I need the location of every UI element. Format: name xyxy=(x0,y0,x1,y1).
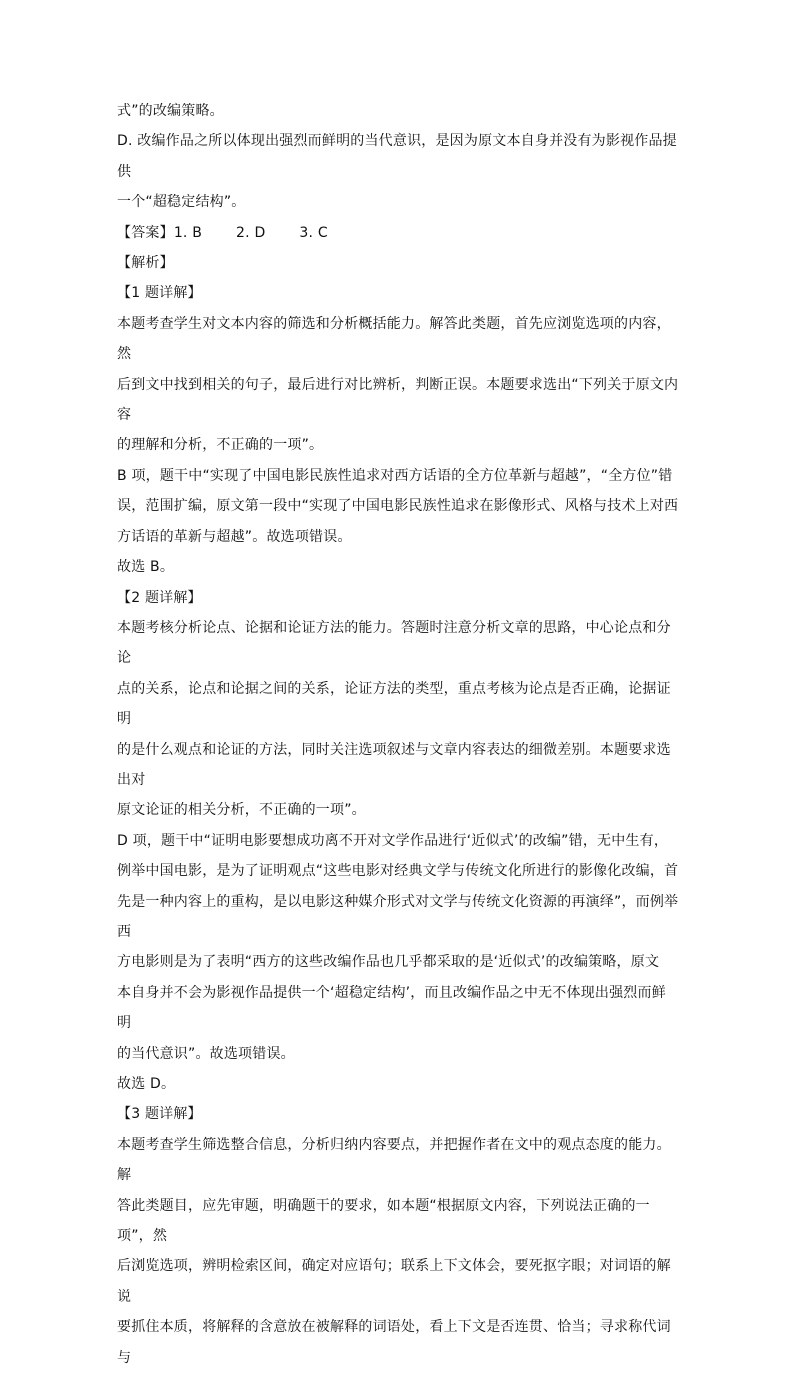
answer-item: 3. C xyxy=(299,224,328,241)
q3-line: 答此类题目，应先审题，明确题干的要求，如本题“根据原文内容，下列说法正确的一项”，然 xyxy=(117,1197,650,1245)
answer-item: 1. B xyxy=(173,224,203,241)
answer-item: 2. D xyxy=(236,224,266,241)
q2-line: 的是什么观点和论证的方法，同时关注选项叙述与文章内容表达的细微差别。本题要求选出对 xyxy=(117,741,671,788)
q2-line: 先是一种内容上的重构，是以电影这种媒介形式对文学与传统文化资源的再演绎”，而例举西 xyxy=(117,893,679,940)
q3-line: 要抓住本质，将解释的含意放在被解释的词语处，看上下文是否连贯、恰当；寻求称代词与 xyxy=(117,1319,671,1366)
q3-line: 本题考查学生筛选整合信息，分析归纳内容要点，并把握作者在文中的观点态度的能力。解 xyxy=(117,1136,671,1184)
q1-heading: 【1 题详解】 xyxy=(117,285,202,302)
q2-line: 本题考核分析论点、论据和论证方法的能力。答题时注意分析文章的思路，中心论点和分论 xyxy=(117,619,671,667)
q1-line: 故选 B。 xyxy=(117,559,175,576)
q2-line: 的当代意识”。故选项错误。 xyxy=(117,1045,295,1062)
answer-label: 【答案】 xyxy=(117,224,174,241)
q3-heading: 【3 题详解】 xyxy=(117,1106,202,1123)
q1-line: 的理解和分析，不正确的一项”。 xyxy=(117,437,324,454)
option-d-line: D. 改编作品之所以体现出强烈而鲜明的当代意识，是因为原文本自身并没有为影视作品提供 xyxy=(117,133,677,180)
text-line: 式”的改编策略。 xyxy=(117,103,224,119)
q3-line: 后浏览选项，辨明检索区间，确定对应语句；联系上下文体会，要死抠字眼；对词语的解说 xyxy=(117,1258,671,1305)
q1-line: 后到文中找到相关的句子，最后进行对比辨析，判断正误。本题要求选出“下列关于原文内容 xyxy=(117,376,679,424)
q2-line: 本自身并不会为影视作品提供一个‘超稳定结构’，而且改编作品之中无不体现出强烈而鲜明 xyxy=(117,984,666,1032)
q2-line: 方电影则是为了表明“西方的这些改编作品也几乎都采取的是‘近似式’的改编策略，原文 xyxy=(117,954,660,971)
answer-row xyxy=(117,218,679,248)
document-page xyxy=(117,96,679,1373)
q2-heading: 【2 题详解】 xyxy=(117,589,202,606)
q2-line: 点的关系，论点和论据之间的关系，论证方法的类型，重点考核为论点是否正确，论据证明 xyxy=(117,680,671,728)
q2-line: 原文论证的相关分析，不正确的一项”。 xyxy=(117,802,366,819)
q2-line: 例举中国电影，是为了证明观点“这些电影对经典文学与传统文化所进行的影像化改编，首 xyxy=(117,863,679,880)
text-line: 一个“超稳定结构”。 xyxy=(117,194,246,211)
q2-line: D 项，题干中“证明电影要想成功离不开对文学作品进行‘近似式’的改编”错，无中生有， xyxy=(117,832,669,849)
q1-line: 本题考查学生对文本内容的筛选和分析概括能力。解答此类题，首先应浏览选项的内容，然 xyxy=(117,315,671,363)
q1-line: 误，范围扩编，原文第一段中“实现了中国电影民族性追求在影像形式、风格与技术上对西 xyxy=(117,498,679,515)
q2-line: 故选 D。 xyxy=(117,1076,176,1092)
q1-line: 方话语的革新与超越”。故选项错误。 xyxy=(117,528,352,545)
analysis-heading: 【解析】 xyxy=(117,255,174,272)
q1-line: B 项，题干中“实现了中国电影民族性追求对西方话语的全方位革新与超越”，“全方位”错 xyxy=(117,467,673,484)
